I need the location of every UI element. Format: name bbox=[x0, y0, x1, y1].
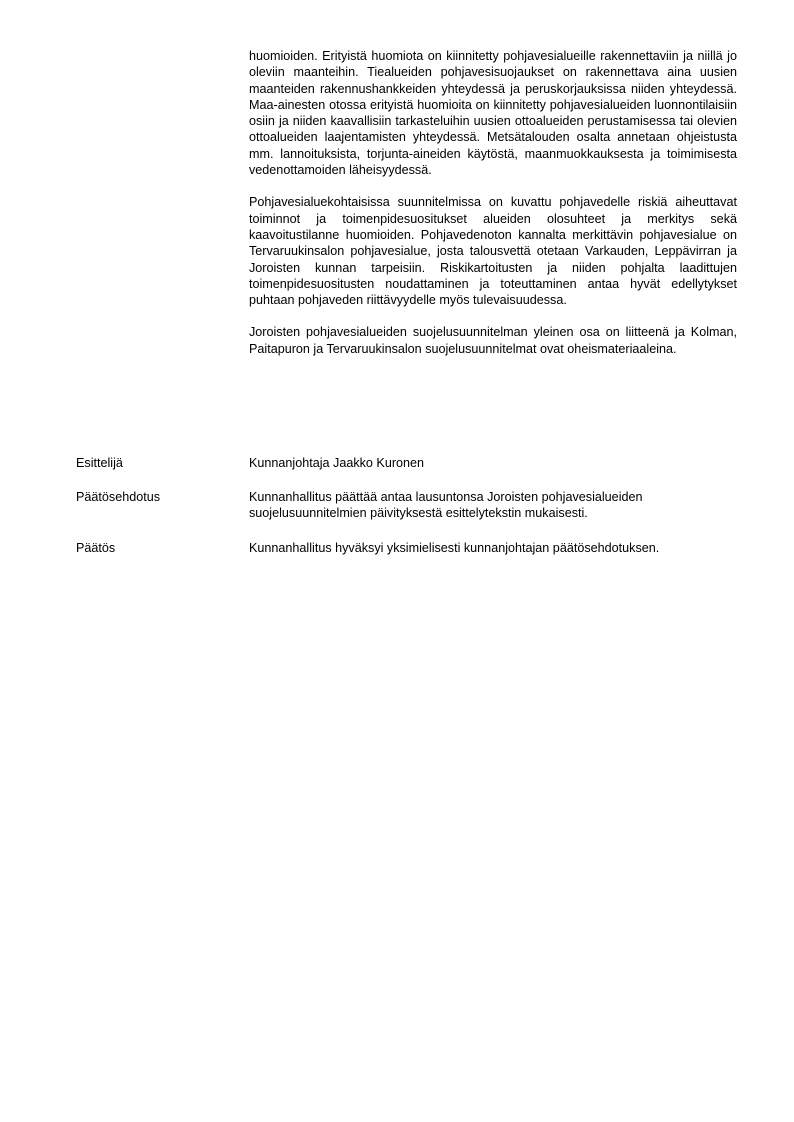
presenter-value: Kunnanjohtaja Jaakko Kuronen bbox=[249, 456, 425, 470]
body-text bbox=[249, 48, 737, 373]
decision-value: Kunnanhallitus hyväksyi yksimielisesti kunnanjohtajan päätösehdotuksen. bbox=[249, 541, 660, 555]
decision-label: Päätös bbox=[76, 541, 116, 555]
paragraph-continuation: huomioiden. Erityistä huomiota on kiinnitetty pohjavesialueille rakennettaviin ja niillä jo oleviin maanteihin. Tiealueiden pohjavesisuojaukset on rakennettava aina uusien maanteiden rakennushankkeiden yhteydessä ja peruskorjauksissa niiden yhteydessä. Maa-ainesten otossa erityistä huomioita on kiinnitetty pohjavesialueiden luonnontilaisiin osiin ja niiden kaavallisiin tarkasteluihin uusien ottoalueiden perustamisessa tai olevien ottoalueiden laajentamisten yhteydessä. Metsätalouden osalta annetaan ohjeistusta mm. lannoituksista, torjunta-aineiden käytöstä, maanmuokkauksesta ja toimimisesta vedenottamoiden läheisyydessä. bbox=[249, 49, 737, 178]
paragraph-risk-assessment: Pohjavesialuekohtaisissa suunnitelmissa on kuvattu pohjavedelle riskiä aiheuttavat toiminnot ja toimenpidesuositukset alueiden olosuhteet ja merkitys sekä kaavoitustilanne huomioiden. Pohjavedenoton kannalta merkittävin pohjavesialue on Tervaruukinsalon pohjavesialue, josta talousvettä otetaan Varkauden, Leppävirran ja Joroisten kunnan tarpeisiin. Riskikartoitusten ja niiden pohjalta laadittujen toimenpidesuositusten noudattaminen ja toteuttaminen antaa hyvät edellytykset puhtaan pohjaveden riittävyydelle myös tulevaisuudessa. bbox=[249, 195, 737, 308]
paragraph-attachments: Joroisten pohjavesialueiden suojelusuunnitelman yleinen osa on liitteenä ja Kolman, Paitapuron ja Tervaruukinsalon suojelusuunnitelmat ovat oheismateriaaleina. bbox=[249, 325, 737, 356]
proposal-label: Päätösehdotus bbox=[76, 490, 161, 504]
proposal-value: Kunnanhallitus päättää antaa lausuntonsa Joroisten pohjavesialueiden suojelusuunnitelmien päivityksestä esittelytekstin mukaisesti. bbox=[249, 490, 643, 521]
presenter-label: Esittelijä bbox=[76, 456, 123, 470]
